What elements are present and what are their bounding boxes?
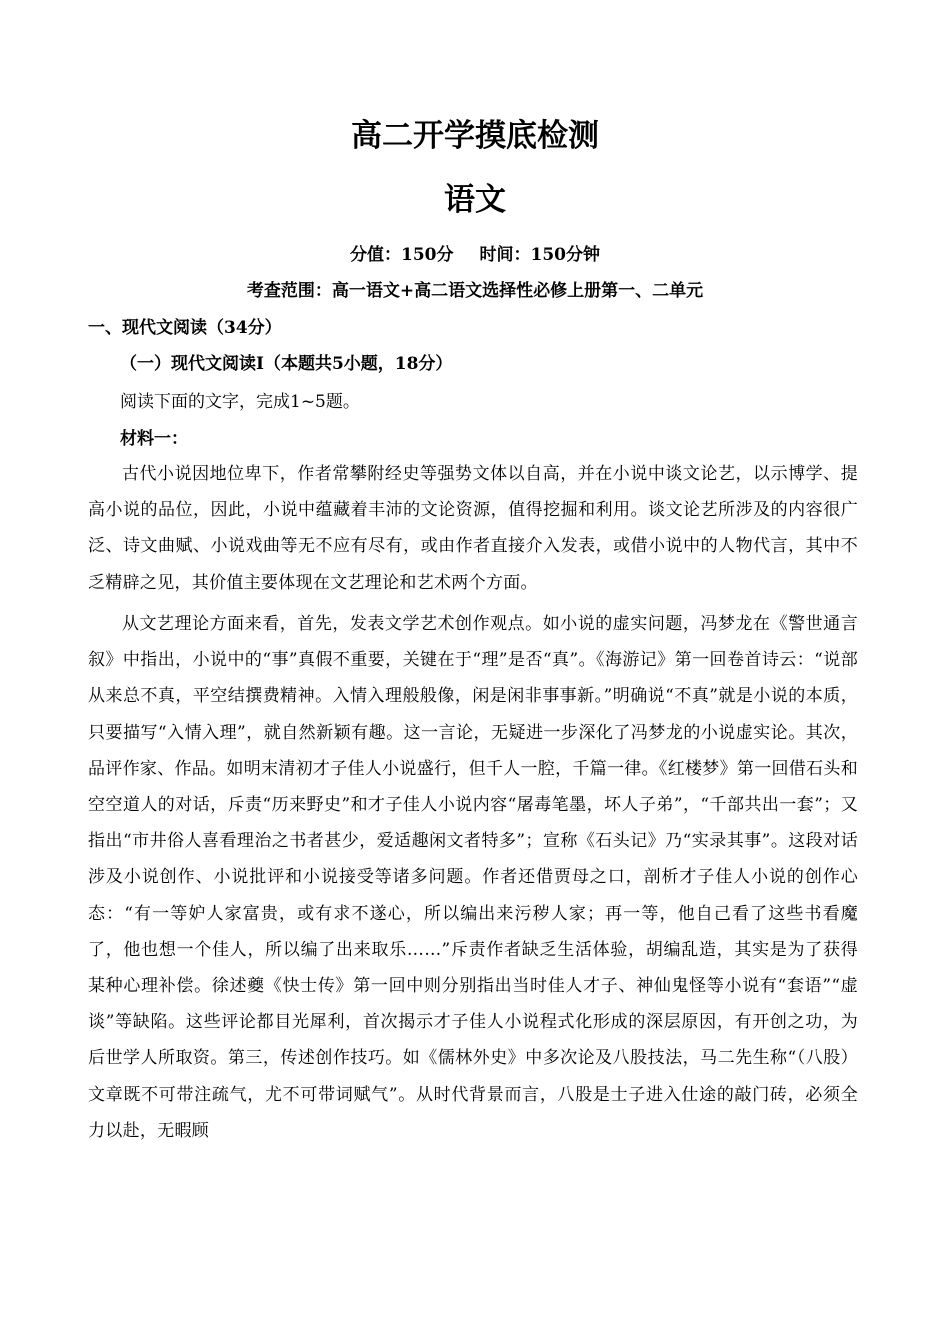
subject-title: 语文 (444, 182, 506, 218)
section-heading: 一、现代文阅读（34分） (88, 318, 282, 338)
score-label: 分值：150分 (350, 245, 454, 265)
paragraph: 古代小说因地位卑下，作者常攀附经史等强势文体以自高，并在小说中谈文论艺，以示博学、提高小说的品位，因此，小说中蕴藏着丰沛的文论资源，值得挖掘和利用。谈文论艺所涉及的内容很广泛、诗文曲赋、小说戏曲等无不应有尽有，或由作者直接介入发表，或借小说中的人物代言，其中不乏精辟之见，其价值主要体现在文艺理论和艺术两个方面。 (88, 464, 858, 593)
page-title: 高二开学摸底检测 (351, 118, 599, 154)
reading-instruction: 阅读下面的文字，完成1~5题。 (120, 392, 360, 412)
material-label: 材料一： (120, 429, 188, 449)
exam-meta (0, 243, 950, 267)
time-label: 时间：150分钟 (479, 245, 600, 265)
subsection-heading: （一）现代文阅读Ⅰ（本题共5小题，18分） (120, 354, 453, 374)
exam-scope: 考查范围：高一语文+高二语文选择性必修上册第一、二单元 (246, 281, 704, 301)
paragraph: 从文艺理论方面来看，首先，发表文学艺术创作观点。如小说的虚实问题，冯梦龙在《警世通言叙》中指出，小说中的“事”真假不重要，关键在于“理”是否“真”。《海游记》第一回卷首诗云：“说部从来总不真，平空结撰费精神。入情入理般般像，闲是闲非事事新。”明确说“不真”就是小说的本质，只要描写“入情入理”，就自然新颖有趣。这一言论，无疑进一步深化了冯梦龙的小说虚实论。其次，品评作家、作品。如明末清初才子佳人小说盛行，但千人一腔，千篇一律。《红楼梦》第一回借石头和空空道人的对话，斥责“历来野史”和才子佳人小说内容“屠毒笔墨，坏人子弟”，“千部共出一套”；又指出“市井俗人喜看理治之书者甚少，爱适趣闲文者特多”；宣称《石头记》乃“实录其事”。这段对话涉及小说创作、小说批评和小说接受等诸多问题。作者还借贾母之口，剖析才子佳人小说的创作心态：“有一等妒人家富贵，或有求不遂心，所以编出来污秽人家；再一等，他自己看了这些书看魔了，他也想一个佳人，所以编了出来取乐……”斥责作者缺乏生活体验，胡编乱造，其实是为了获得某种心理补偿。徐述夔《快士传》第一回中则分别指出当时佳人才子、神仙鬼怪等小说有“套语”“虚谈”等缺陷。这些评论都目光犀利，首次揭示才子佳人小说程式化形成的深层原因，有开创之功，为后世学人所取资。第三，传述创作技巧。如《儒林外史》中多次论及八股技法，马二先生称“（八股）文章既不可带注疏气，尤不可带词赋气”。从时代背景而言，八股是士子进入仕途的敲门砖，必须全力以赴，无暇顾 (88, 614, 858, 1141)
